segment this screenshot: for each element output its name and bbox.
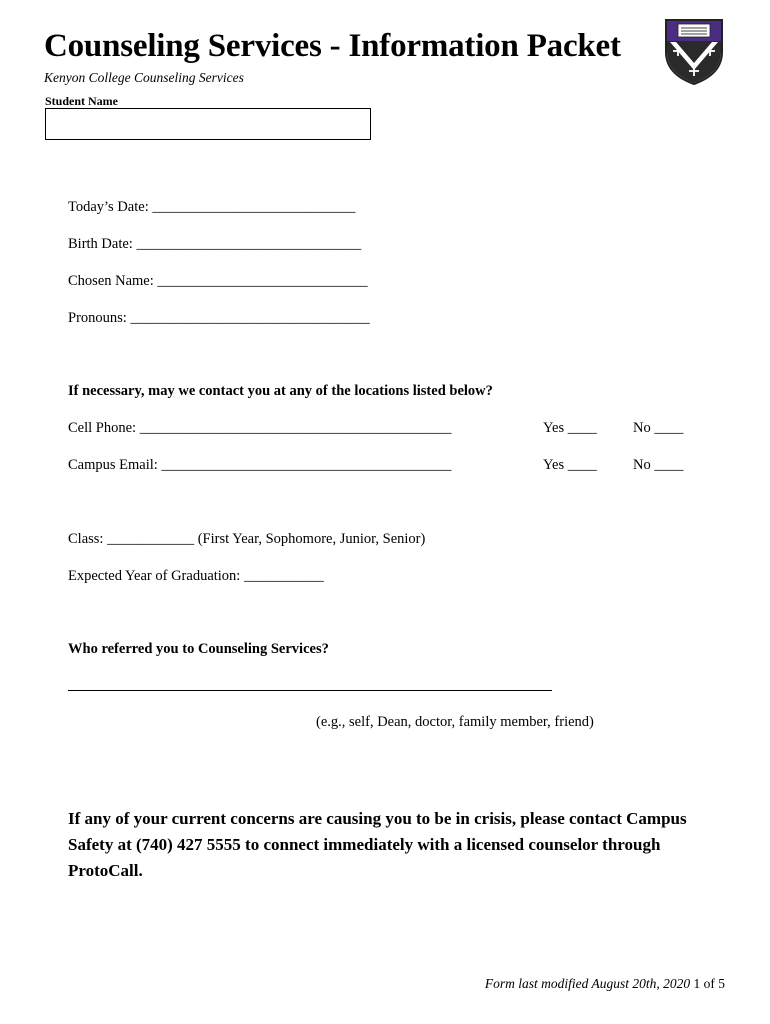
todays-date-field[interactable]: Today’s Date: ____________________________ <box>68 199 356 215</box>
student-name-field[interactable] <box>45 108 371 140</box>
pronouns-field[interactable]: Pronouns: _________________________________ <box>68 310 370 326</box>
birth-date-field[interactable]: Birth Date: _______________________________ <box>68 236 362 252</box>
graduation-year-field[interactable]: Expected Year of Graduation: ___________ <box>68 568 324 584</box>
campus-email-no[interactable]: No ____ <box>633 457 684 473</box>
campus-email-field[interactable]: Campus Email: ________________________________________ <box>68 457 452 473</box>
crisis-notice: If any of your current concerns are causing you to be in crisis, please contact Campus Safety at (740) 427 5555 to connect immediately with a licensed counselor through ProtoCall. <box>68 809 687 880</box>
student-name-label: Student Name <box>45 94 119 108</box>
cell-phone-yes[interactable]: Yes ____ <box>543 420 597 436</box>
page-title: Counseling Services - Information Packet <box>44 28 621 64</box>
cell-phone-no[interactable]: No ____ <box>633 420 684 436</box>
campus-email-yes[interactable]: Yes ____ <box>543 457 597 473</box>
chosen-name-field[interactable]: Chosen Name: _____________________________ <box>68 273 368 289</box>
page-footer <box>485 976 725 992</box>
cell-phone-field[interactable]: Cell Phone: ___________________________________________ <box>68 420 452 436</box>
form-modified-date: Form last modified August 20th, 2020 <box>484 976 691 991</box>
referral-answer-line[interactable] <box>68 690 552 691</box>
college-shield-icon <box>664 18 724 86</box>
referral-examples: (e.g., self, Dean, doctor, family member, friend) <box>316 714 594 730</box>
contact-question: If necessary, may we contact you at any of the locations listed below? <box>68 383 493 399</box>
referral-question: Who referred you to Counseling Services? <box>68 641 329 657</box>
page-subtitle: Kenyon College Counseling Services <box>44 70 244 85</box>
page-number: 1 of 5 <box>690 976 725 991</box>
class-field[interactable]: Class: ____________ (First Year, Sophomore, Junior, Senior) <box>68 531 426 547</box>
